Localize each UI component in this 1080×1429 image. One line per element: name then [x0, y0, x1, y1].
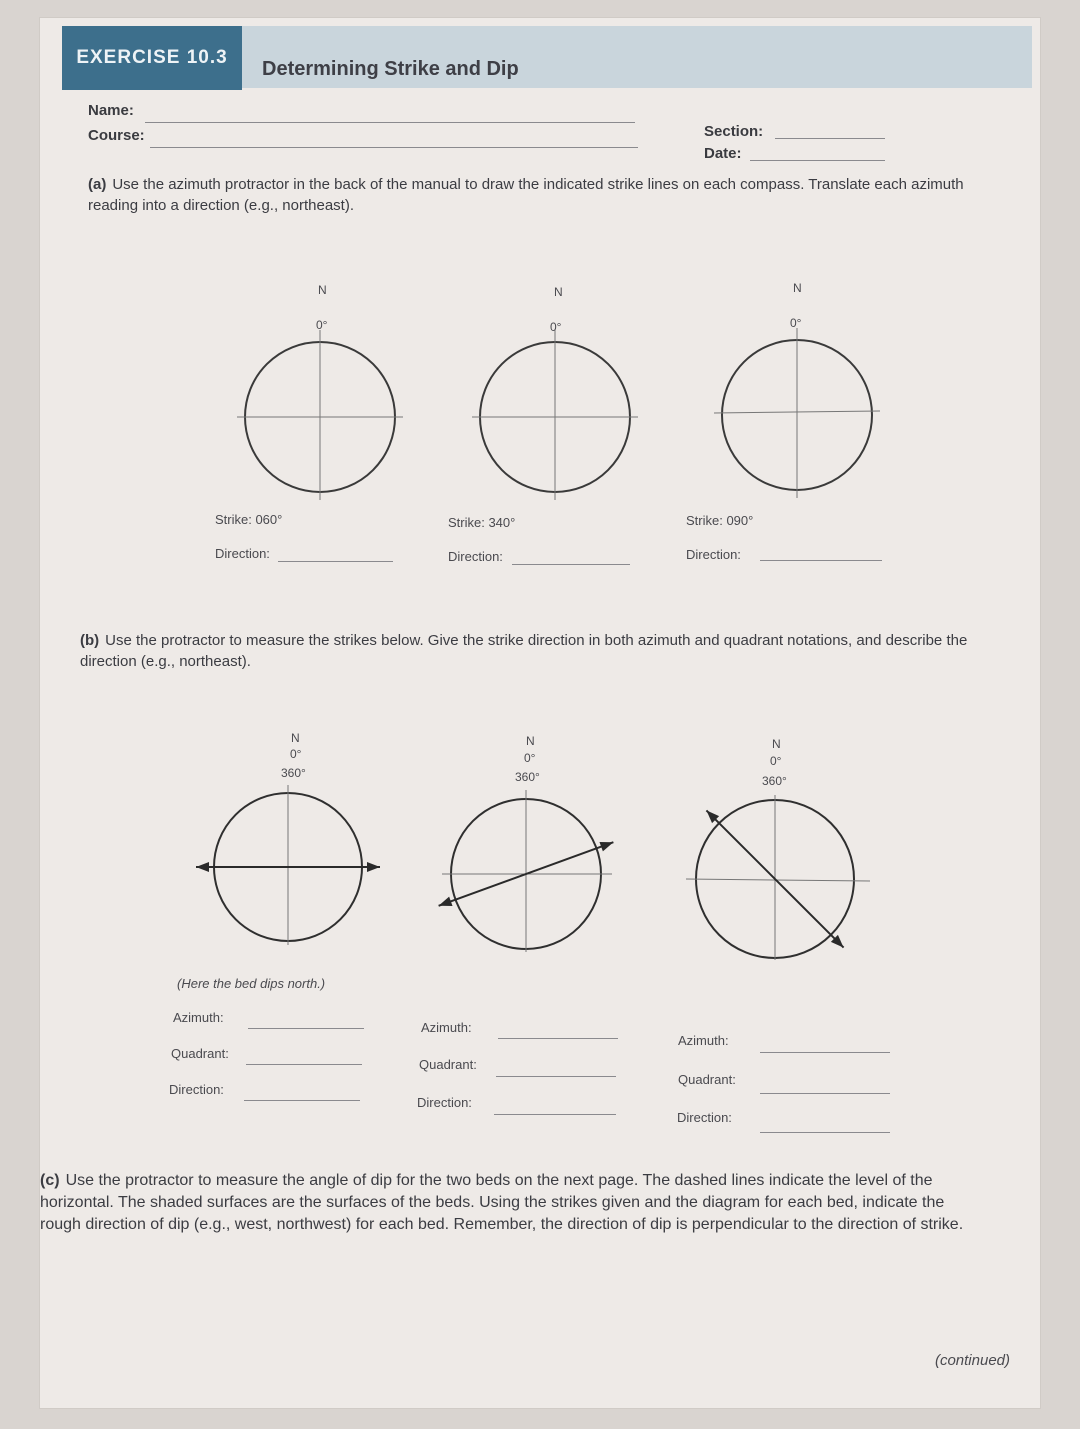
- compass-b3: [678, 795, 878, 965]
- part-b-instructions: [80, 630, 980, 672]
- strike-label: Strike: 060°: [215, 512, 283, 527]
- course-line[interactable]: [150, 147, 638, 148]
- direction-label: Direction:: [169, 1082, 224, 1097]
- strike-arrowhead-start: [599, 842, 613, 851]
- azimuth-label: Azimuth:: [173, 1010, 224, 1025]
- quadrant-label: Quadrant:: [171, 1046, 229, 1061]
- direction-label: Direction:: [686, 547, 741, 562]
- azimuth-answer-line[interactable]: [248, 1028, 364, 1029]
- direction-answer-line[interactable]: [512, 564, 630, 565]
- part-a-text: Use the azimuth protractor in the back of the manual to draw the indicated strike lines on each compass. Translate each azimuth reading into a direction (e.g., northeast).: [88, 176, 964, 214]
- quadrant-answer-line[interactable]: [760, 1093, 890, 1094]
- strike-arrowhead-end: [196, 862, 209, 872]
- zero-label: 0°: [550, 320, 562, 334]
- name-line[interactable]: [145, 122, 635, 123]
- dip-note: (Here the bed dips north.): [177, 976, 326, 991]
- direction-label: Direction:: [215, 546, 270, 561]
- zero-label: 0°: [524, 751, 536, 765]
- north-label: N: [318, 283, 327, 297]
- part-c-letter: (c): [40, 1172, 60, 1189]
- compass-a1: [235, 335, 405, 505]
- date-label: Date:: [704, 145, 742, 162]
- section-line[interactable]: [775, 138, 885, 139]
- direction-label: Direction:: [417, 1095, 472, 1110]
- quadrant-answer-line[interactable]: [496, 1076, 616, 1077]
- zero-label: 0°: [290, 747, 302, 761]
- direction-answer-line[interactable]: [278, 561, 393, 562]
- strike-label: Strike: 090°: [686, 513, 754, 528]
- zero-label: 0°: [770, 754, 782, 768]
- part-c-text: Use the protractor to measure the angle of dip for the two beds on the next page. The dashed lines indicate the level of the horizontal. The shaded surfaces are the surfaces of the beds. Using the strikes given and the diagram for each bed, indicate the rough direction of dip (e.g., west, northwest) for each bed. Remember, the direction of dip is perpendicular to the direction of strike.: [40, 1172, 964, 1233]
- part-c-instructions: [40, 1170, 985, 1236]
- compass-a2: [470, 335, 640, 505]
- azimuth-answer-line[interactable]: [760, 1052, 890, 1053]
- azimuth-label: Azimuth:: [678, 1033, 729, 1048]
- quadrant-label: Quadrant:: [419, 1057, 477, 1072]
- direction-answer-line[interactable]: [244, 1100, 360, 1101]
- compass-b1: [180, 785, 390, 955]
- north-label: N: [526, 734, 535, 748]
- north-label: N: [772, 737, 781, 751]
- section-label: Section:: [704, 123, 764, 140]
- quadrant-label: Quadrant:: [678, 1072, 736, 1087]
- full-label: 360°: [515, 770, 540, 784]
- direction-answer-line[interactable]: [494, 1114, 616, 1115]
- strike-arrowhead-end: [439, 897, 453, 906]
- name-label: Name:: [88, 102, 134, 119]
- exercise-title: Determining Strike and Dip: [262, 58, 519, 80]
- part-a-letter: (a): [88, 176, 107, 193]
- course-label: Course:: [88, 127, 145, 144]
- zero-label: 0°: [316, 318, 328, 332]
- part-b-letter: (b): [80, 632, 100, 649]
- direction-label: Direction:: [677, 1110, 732, 1125]
- part-b-text: Use the protractor to measure the strikes below. Give the strike direction in both azimuth and quadrant notations, and describe the direction (e.g., northeast).: [80, 632, 968, 670]
- date-line[interactable]: [750, 160, 885, 161]
- north-label: N: [291, 731, 300, 745]
- continued-label: (continued): [934, 1352, 1010, 1369]
- direction-answer-line[interactable]: [760, 1132, 890, 1133]
- azimuth-answer-line[interactable]: [498, 1038, 618, 1039]
- north-label: N: [793, 281, 802, 295]
- direction-label: Direction:: [448, 549, 503, 564]
- full-label: 360°: [762, 774, 787, 788]
- direction-answer-line[interactable]: [760, 560, 882, 561]
- full-label: 360°: [281, 766, 306, 780]
- quadrant-answer-line[interactable]: [246, 1064, 362, 1065]
- exercise-label: EXERCISE 10.3: [62, 26, 242, 90]
- compass-a3: [712, 333, 882, 503]
- zero-label: 0°: [790, 316, 802, 330]
- part-a-instructions: [88, 174, 988, 216]
- strike-label: Strike: 340°: [448, 515, 516, 530]
- north-label: N: [554, 285, 563, 299]
- compass-b2: [420, 790, 630, 960]
- strike-arrowhead-start: [367, 862, 380, 872]
- azimuth-label: Azimuth:: [421, 1020, 472, 1035]
